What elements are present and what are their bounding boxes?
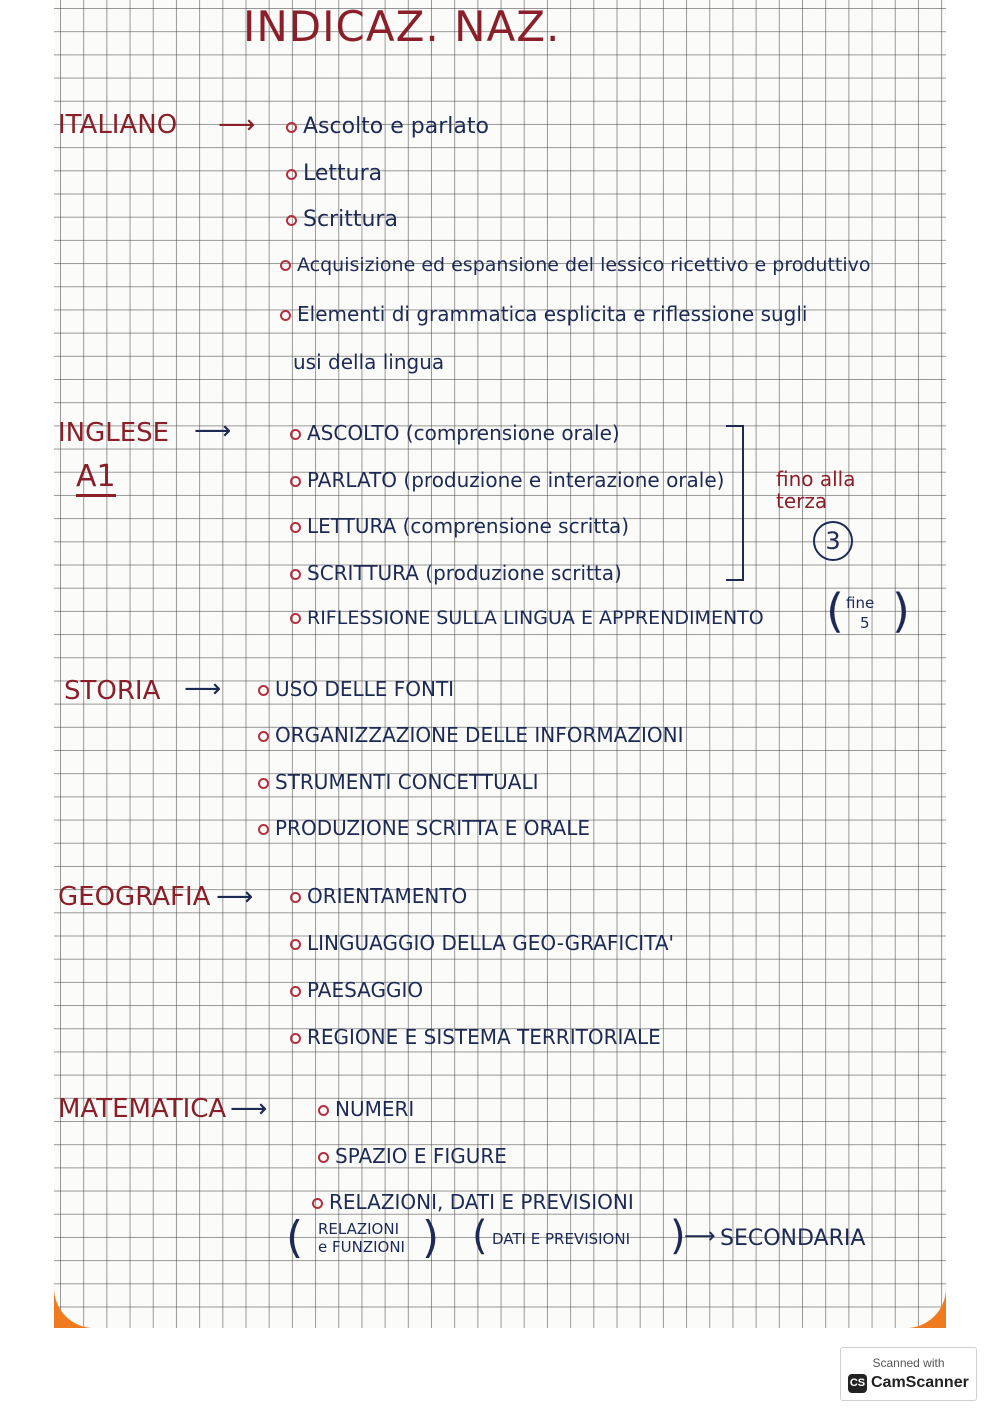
bullet-icon <box>286 122 297 133</box>
camscanner-brand: CamScanner <box>871 1374 969 1391</box>
arrow-right-icon: ⟶ <box>194 416 232 446</box>
inglese-item-3: LETTURA (comprensione scritta) <box>290 516 629 536</box>
camscanner-badge <box>840 1347 977 1401</box>
bracket-right <box>726 425 744 581</box>
storia-item-3: STRUMENTI CONCETTUALI <box>258 772 539 792</box>
bullet-icon <box>290 939 301 950</box>
paren-close: ) <box>422 1212 440 1263</box>
inglese-item-2: PARLATO (produzione e interazione orale) <box>290 470 724 490</box>
italiano-item-3: Scrittura <box>286 209 398 231</box>
arrow-right-icon: ⟶ <box>184 674 222 704</box>
bracket-note: fino alla terza <box>776 467 856 513</box>
inglese-item-5: RIFLESSIONE SULLA LINGUA E APPRENDIMENTO <box>290 609 764 628</box>
page-title: INDICAZ. NAZ. <box>243 2 561 51</box>
geografia-item-1: ORIENTAMENTO <box>290 886 467 906</box>
matematica-item-2: SPAZIO E FIGURE <box>318 1146 507 1166</box>
storia-item-1: USO DELLE FONTI <box>258 679 454 699</box>
storia-item-2: ORGANIZZAZIONE DELLE INFORMAZIONI <box>258 725 684 745</box>
subject-storia: STORIA <box>64 676 161 706</box>
bullet-icon <box>290 429 301 440</box>
bullet-icon <box>290 613 301 624</box>
note-secondaria: SECONDARIA <box>720 1226 866 1251</box>
inglese-item-4: SCRITTURA (produzione scritta) <box>290 563 622 583</box>
paren-close: ) <box>670 1213 686 1259</box>
bullet-icon <box>290 986 301 997</box>
bullet-icon <box>286 215 297 226</box>
bullet-icon <box>286 169 297 180</box>
level-a1: A1 <box>76 462 116 497</box>
subject-italiano: ITALIANO <box>58 110 178 140</box>
arrow-right-icon: ⟶ <box>216 882 254 912</box>
end-note-bottom: 5 <box>860 614 870 632</box>
italiano-item-2: Lettura <box>286 163 382 185</box>
bullet-icon <box>290 892 301 903</box>
subject-geografia: GEOGRAFIA <box>58 882 211 912</box>
bullet-icon <box>258 731 269 742</box>
arrow-right-icon: ⟶ <box>218 110 256 140</box>
scanned-with-text: Scanned with <box>872 1356 945 1370</box>
note-dati-previsioni: DATI E PREVISIONI <box>492 1230 631 1248</box>
subject-matematica: MATEMATICA <box>58 1094 227 1124</box>
bullet-icon <box>318 1105 329 1116</box>
end-note-top: fine <box>846 594 875 612</box>
paren-open: ( <box>472 1213 488 1259</box>
bullet-icon <box>280 310 291 321</box>
geografia-item-2: LINGUAGGIO DELLA GEO-GRAFICITA' <box>290 933 674 953</box>
bullet-icon <box>290 569 301 580</box>
storia-item-4: PRODUZIONE SCRITTA E ORALE <box>258 818 590 838</box>
bullet-icon <box>280 260 291 271</box>
note-relazioni: RELAZIONI <box>318 1220 400 1238</box>
italiano-item-4: Acquisizione ed espansione del lessico ricettivo e produttivo <box>280 256 871 275</box>
bullet-icon <box>290 522 301 533</box>
paren-open: ( <box>286 1212 304 1263</box>
paren-open: ( <box>826 584 844 638</box>
italiano-item-5: Elementi di grammatica esplicita e riflessione sugli <box>280 304 808 324</box>
grid-paper-page <box>54 0 946 1328</box>
bullet-icon <box>258 824 269 835</box>
bullet-icon <box>318 1152 329 1163</box>
matematica-item-3: RELAZIONI, DATI E PREVISIONI <box>312 1192 634 1212</box>
subject-inglese: INGLESE <box>58 418 170 448</box>
paren-close: ) <box>892 584 910 638</box>
arrow-right-icon: ⟶ <box>230 1094 268 1124</box>
note-funzioni: e FUNZIONI <box>318 1238 405 1256</box>
geografia-item-4: REGIONE E SISTEMA TERRITORIALE <box>290 1027 661 1047</box>
arrow-right-icon: ⟶ <box>684 1224 716 1249</box>
bullet-icon <box>312 1198 323 1209</box>
bullet-icon <box>258 778 269 789</box>
italiano-item-1: Ascolto e parlato <box>286 116 489 138</box>
bullet-icon <box>290 476 301 487</box>
bullet-icon <box>290 1033 301 1044</box>
camscanner-logo-icon: CS <box>848 1374 867 1393</box>
circled-number: 3 <box>813 521 853 561</box>
geografia-item-3: PAESAGGIO <box>290 980 423 1000</box>
matematica-item-1: NUMERI <box>318 1099 414 1119</box>
inglese-item-1: ASCOLTO (comprensione orale) <box>290 423 620 443</box>
bullet-icon <box>258 685 269 696</box>
italiano-item-5-cont: usi della lingua <box>293 350 445 374</box>
